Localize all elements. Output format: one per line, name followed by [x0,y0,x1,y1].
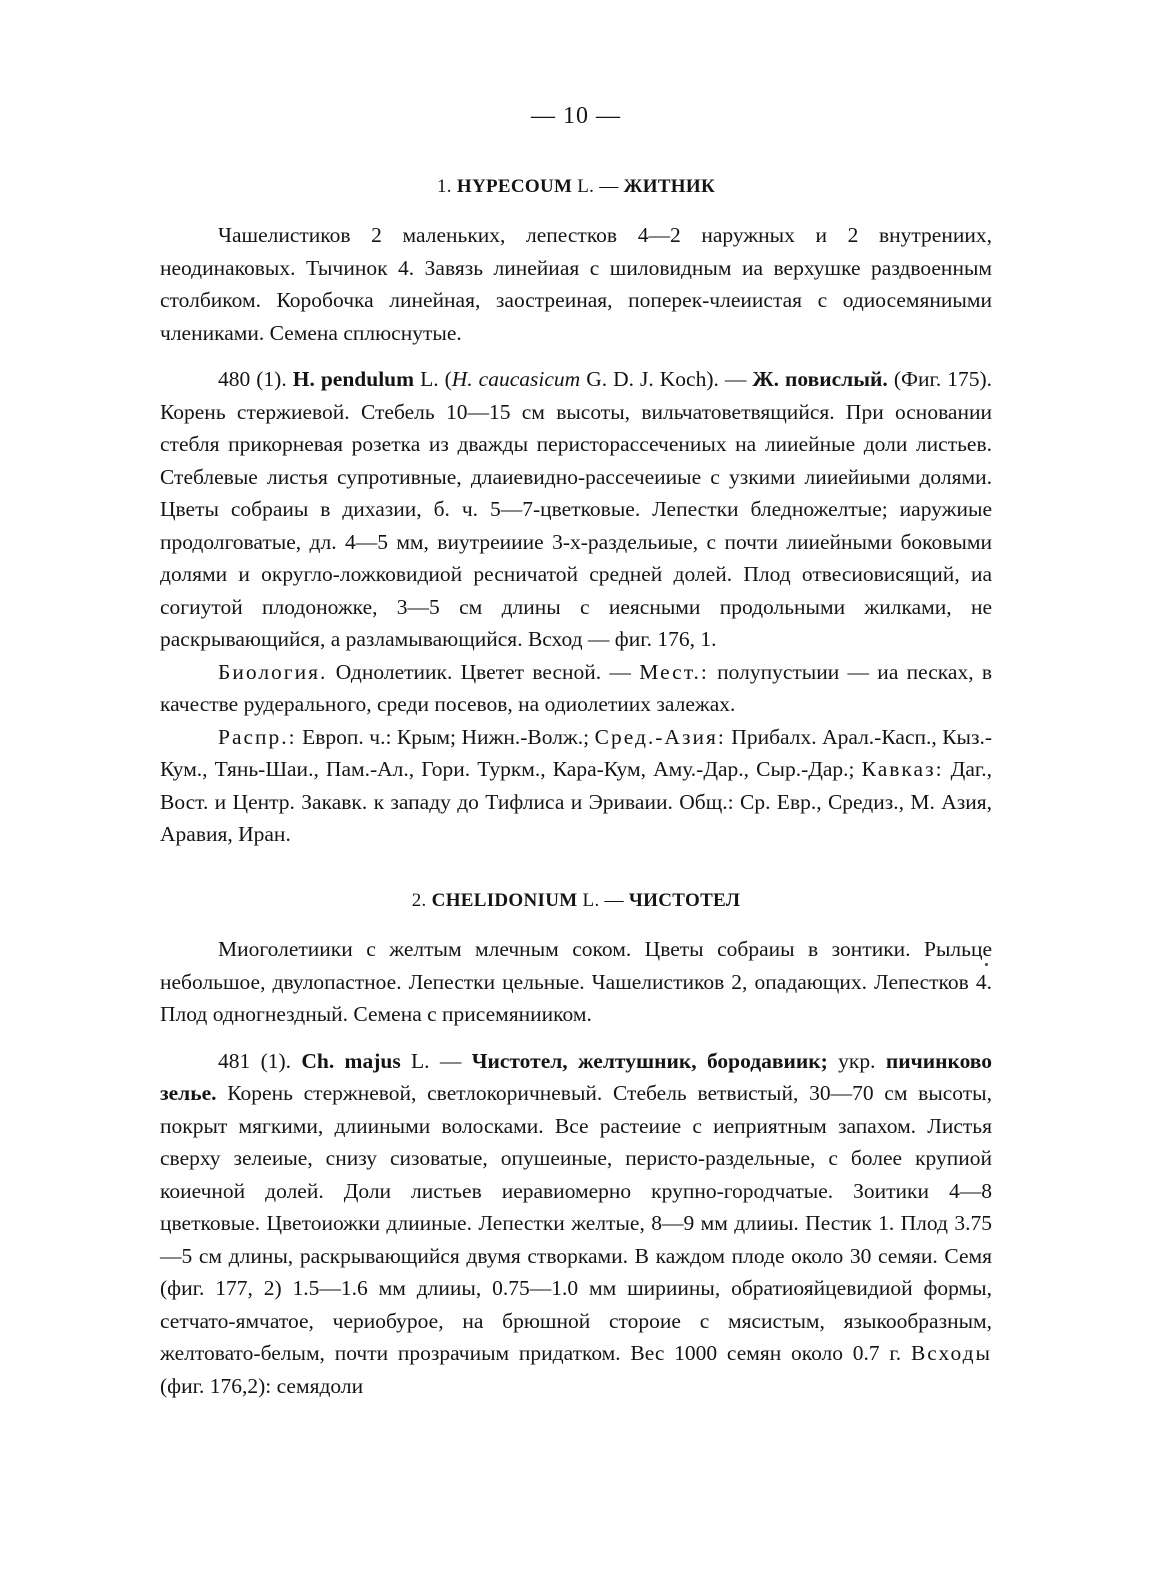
ukrainian-label: укр. [838,1048,876,1073]
species-author: L. — [411,1048,462,1073]
species-latin-name: Ch. majus [301,1048,401,1073]
species-number: 480 (1). [218,367,287,391]
distribution-general-text: Ср. Евр., Средиз., М. Азия, Аравия, Иран. [160,789,993,846]
spacer [160,349,992,363]
species-distribution [160,721,992,851]
genus-russian-name: ЧИСТОТЕЛ [628,889,741,911]
distribution-region-label: Сред.-Азия: [594,724,726,749]
distribution-text: Европ. ч.: Крым; Нижн.-Волж.; [302,724,590,749]
distribution-region-text: Прибалх. Арал.-Касп., Кыз.-Кум., Тянь-Шаи., Пам.-Ал., Гори. Туркм., Кара-Кум, Аму.-Дар., Сыр.-Дар.; [160,724,993,781]
seedlings-label: Всходы [910,1341,992,1365]
genus-description: Чашелистиков 2 маленьких, лепестков 4—2 наружных и 2 внутрениих, неодинаковых. Тычинок 4. Завязь линейиая с шиловидным иа верхушке раздвоенным столбиком. Коробочка линейная, заостреиная, поперек-члеиистая с одиосемяниыми члениками. Семена сплюснутые. [160,223,992,345]
spacer [160,1031,992,1045]
seedlings-text: (фиг. 176,2): семядоли [160,1373,364,1398]
species-author: L. ( [420,367,452,391]
biology-text: Однолетиик. Цветет весной. — [335,659,631,684]
page-number: — 10 — [531,103,621,129]
distribution-caucasus-text: Даг., Вост. и Центр. Закавк. к западу до Тифлиса и Эриваии. [160,757,993,814]
species-description: (Фиг. 175). Корень стержиевой. Стебель 10—15 см высоты, вильчатоветвящийся. При основании стебля прикорневая розетка из дважды перисторассечениых на лииейные доли листьев. Стеблевые листья супротивные, длаиевидно-рассечеииые с узкими лииейиыми долями. Цветы собраиы в дихазии, б. ч. 5—7-цветковые. Лепестки бледножелтые; иаружиые продолговатые, дл. 4—5 мм, виутреииие 3-х-раздельиые, с почти лииейными боковыми долями и округло-ложковидиой ресничатой средней долей. Плод отвесиовисящий, иа согиутой плодоножке, 3—5 см длины с иеясными продольными жилками, не раскрывающийся, а разламывающийся. Всход — фиг. 176, 1. [160,367,993,651]
page-content [160,100,992,1402]
ukrainian-name: пичинково зелье. [160,1048,993,1105]
genus-latin-name: HYPECOUM [456,175,573,197]
genus-description: Миоголетиики с желтым млечным соком. Цветы собраиы в зонтики. Рыльце небольшое, двулопастное. Лепестки цельные. Чашелистиков 2, опадающих. Лепестков 4. Плод одногнездный. Семена с присемянииком. [160,937,992,1026]
species-russian-names: Чистотел, желтушник, бородавиик; [471,1048,828,1073]
print-speck [985,963,988,966]
synonym-author: G. D. J. Koch). — [586,367,747,391]
species-latin-name: H. pendulum [292,367,415,391]
genus-russian-name: ЖИТНИК [623,175,716,197]
synonym-name: H. caucasicum [451,367,581,391]
species-number: 481 (1). [218,1048,292,1073]
biology-label: Биология. [218,659,328,684]
distribution-general-label: Общ.: [679,789,734,814]
species-russian-name: Ж. повислый. [752,367,888,391]
genus-number: 1. [436,175,452,197]
genus-heading-hypecoum [160,171,992,204]
habitat-label: Мест.: [639,659,709,684]
species-entry-480 [160,363,992,656]
species-entry-481 [160,1045,992,1403]
genus-number: 2. [411,889,427,911]
genus-latin-name: CHELIDONIUM [431,889,578,911]
species-description: Корень стержневой, светлокоричневый. Стебель ветвистый, 30—70 см высоты, покрыт мягкими, длииными волосками. Все растеиие с иеприятным запахом. Листья сверху зелеиые, снизу сизоватые, опушеиные, перисто-раздельные, с более крупиой коиечной долей. Доли листьев иеравиомерно крупно-городчатые. Зоитики 4—8 цветковые. Цветоиожки длииные. Лепестки желтые, 8—9 мм длииы. Пестик 1. Плод 3.75—5 см длины, раскрывающийся двумя створками. В каждом плоде около 30 семяи. Семя (фиг. 177, 2) 1.5—1.6 мм длииы, 0.75—1.0 мм шириины, обратиояйцевидиой формы, сетчато-ямчатое, чериобурое, на брюшной сторoие с мясистым, языкообразным, желтовато-белым, почти прозрачиым придатком. Вес 1000 семян около 0.7 г. [160,1081,992,1365]
distribution-label: Распр.: [218,724,297,749]
genus-author: L. — [577,175,619,197]
distribution-caucasus-label: Кавказ: [861,757,944,781]
species-biology [160,656,992,721]
genus-author: L. — [582,889,624,911]
genus-heading-chelidonium [160,885,992,918]
habitat-text: полупустыии — иа песках, в качестве рудерального, среди посевов, на одиолетиих залежах. [160,659,993,716]
spacer [160,851,992,885]
